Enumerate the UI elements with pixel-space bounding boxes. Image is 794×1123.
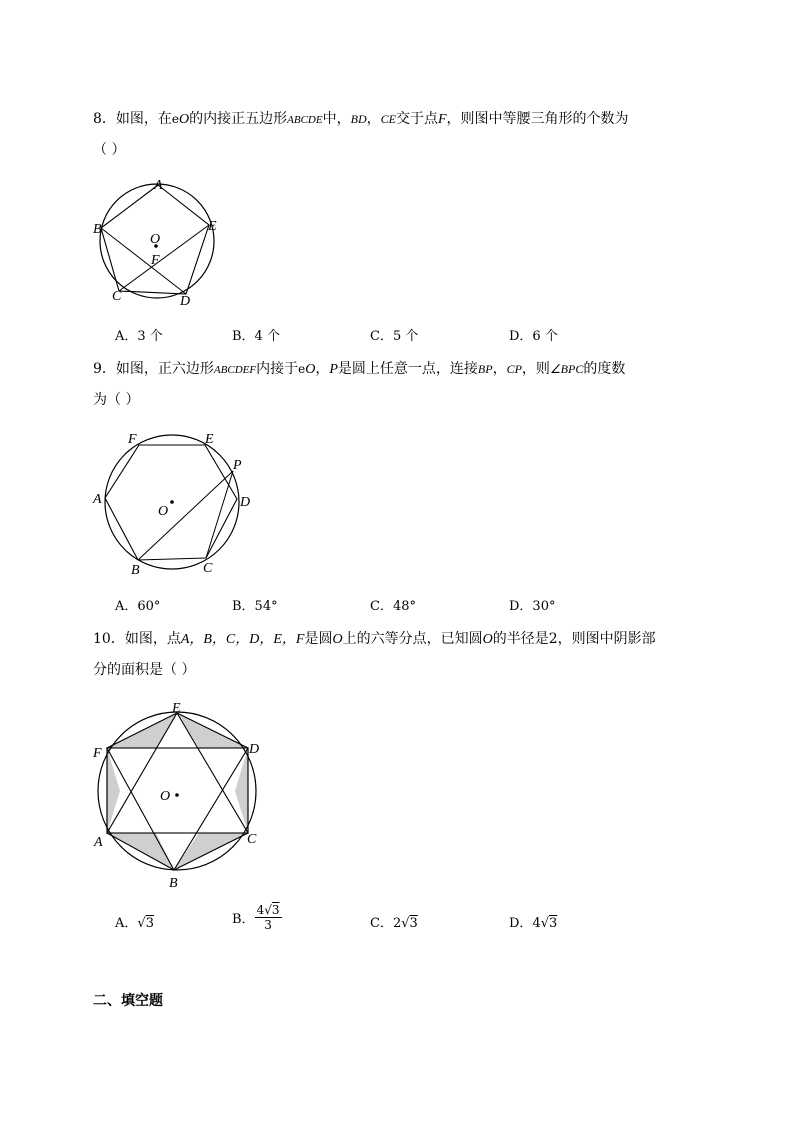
q9-text: 的度数 — [583, 361, 626, 377]
q10-text: 如图，点 — [124, 631, 181, 647]
center-point — [170, 500, 174, 504]
option-label: B． — [232, 912, 255, 927]
sqrt-sign: √ — [401, 916, 410, 931]
q8-text: 交于点 — [395, 111, 438, 127]
q9-option-b: B．54° — [232, 599, 278, 614]
sqrt-sign: √ — [540, 916, 550, 931]
radicand: 3 — [271, 903, 280, 917]
q8-option-d: D．6 个 — [509, 329, 558, 344]
circumcircle — [98, 712, 256, 870]
q8-stem — [93, 108, 629, 131]
q9-option-a: A．60° — [115, 599, 161, 614]
question-9 — [93, 358, 625, 411]
option-label: D． — [509, 916, 533, 931]
label-c: C — [203, 561, 213, 576]
question-10 — [93, 628, 656, 681]
label-d: D — [249, 742, 260, 757]
q9-option-d: D．30° — [509, 599, 556, 614]
option-label: A． — [115, 916, 138, 931]
q9-answer-blank: 为（ ） — [93, 392, 140, 408]
radicand: 3 — [549, 916, 558, 931]
hexagon — [107, 713, 248, 870]
q9-text: ， — [492, 361, 507, 377]
segment-label: BD — [350, 112, 367, 126]
q8-text: ，则图中等腰三角形的个数为 — [446, 111, 629, 127]
label-o: O — [158, 504, 169, 519]
label-a: A — [94, 835, 103, 850]
coefficient: 4 — [256, 903, 265, 917]
q10-option-b — [232, 903, 282, 932]
label-f: F — [128, 432, 137, 447]
question-8 — [93, 108, 629, 161]
fraction-denominator: 3 — [264, 918, 272, 932]
q10-number: 10． — [93, 631, 125, 647]
label-d: D — [180, 294, 191, 309]
q9-option-c: C．48° — [370, 599, 416, 614]
q9-figure — [90, 428, 260, 578]
sqrt-sign: √ — [264, 903, 272, 917]
hexagon-name: ABCDEF — [213, 364, 257, 376]
q8-option-b: B．4 个 — [232, 329, 280, 344]
coefficient: 4 — [532, 916, 541, 931]
center-label: O — [305, 362, 316, 377]
center-label: O — [332, 632, 343, 647]
q9-text: ， — [315, 361, 330, 377]
q8-number: 8． — [93, 111, 116, 127]
q9-text: ，则 — [521, 361, 550, 377]
circle-symbol: e — [298, 362, 306, 376]
section-heading: 二、填空题 — [93, 993, 163, 1009]
shaded-region — [235, 748, 248, 833]
label-o: O — [150, 232, 161, 247]
segment-label: CP — [506, 362, 522, 376]
label-p: P — [233, 458, 242, 473]
label-c: C — [112, 289, 122, 304]
q10-text: ，则图中阴影部 — [557, 631, 656, 647]
rectangle-fdca — [107, 748, 248, 833]
circle-symbol: e — [171, 112, 180, 126]
points-list: A，B，C，D，E，F — [180, 632, 305, 647]
center-label: O — [482, 632, 493, 647]
q10-option-c — [370, 912, 418, 931]
shaded-regions — [107, 713, 248, 870]
label-b: B — [93, 222, 102, 237]
q9-text: 如图，正六边形 — [115, 361, 214, 377]
segment-ce — [119, 225, 209, 291]
pentagon-name: ABCDE — [287, 114, 323, 126]
radicand: 3 — [145, 916, 154, 931]
q8-answer-blank: （ ） — [93, 142, 126, 158]
label-o: O — [160, 789, 171, 804]
triangle-eca — [107, 713, 248, 833]
point-label: F — [437, 112, 447, 127]
q9-number: 9． — [93, 361, 116, 377]
label-f: F — [93, 746, 102, 761]
q9-text: 内接于 — [256, 361, 299, 377]
segment-label: BP — [477, 362, 493, 376]
q10-text: 是圆 — [304, 631, 333, 647]
label-b: B — [169, 876, 178, 891]
label-d: D — [240, 495, 251, 510]
q10-option-a — [115, 912, 154, 931]
label-c: C — [247, 832, 257, 847]
point-label: P — [329, 362, 338, 377]
label-e: E — [205, 432, 214, 447]
q8-text: 中， — [322, 111, 351, 127]
q10-option-d — [509, 912, 557, 931]
radius-value: 2 — [548, 631, 558, 647]
sqrt-sign: √ — [137, 916, 146, 931]
fraction — [255, 903, 282, 932]
q8-option-c: C．5 个 — [370, 329, 419, 344]
label-a: A — [93, 492, 102, 507]
label-e: E — [208, 219, 217, 234]
q10-text: 的半径是 — [492, 631, 549, 647]
option-label: C． — [370, 916, 393, 931]
radicand: 3 — [409, 916, 418, 931]
fraction-numerator — [255, 903, 282, 918]
segment-label: CE — [380, 112, 396, 126]
q10-figure — [90, 698, 270, 893]
angle-label: ∠BPC — [549, 362, 584, 376]
q9-stem — [93, 358, 625, 381]
center-label: O — [179, 112, 190, 127]
q8-text: ， — [366, 111, 381, 127]
label-e: E — [172, 701, 181, 716]
label-f: F — [151, 253, 160, 268]
q10-stem — [93, 628, 656, 651]
q9-text: 是圆上任意一点，连接 — [337, 361, 478, 377]
q8-text: 如图，在 — [115, 111, 172, 127]
q8-text: 的内接正五边形 — [189, 111, 288, 127]
center-point — [175, 793, 179, 797]
coefficient: 2 — [392, 916, 402, 931]
q10-answer-blank: 分的面积是（ ） — [93, 662, 196, 678]
label-b: B — [131, 563, 140, 578]
q10-text: 上的六等分点，已知圆 — [342, 631, 483, 647]
q8-option-a: A．3 个 — [115, 329, 163, 344]
label-a: A — [154, 178, 163, 193]
q8-figure — [90, 175, 225, 310]
segment-bd — [101, 228, 186, 294]
